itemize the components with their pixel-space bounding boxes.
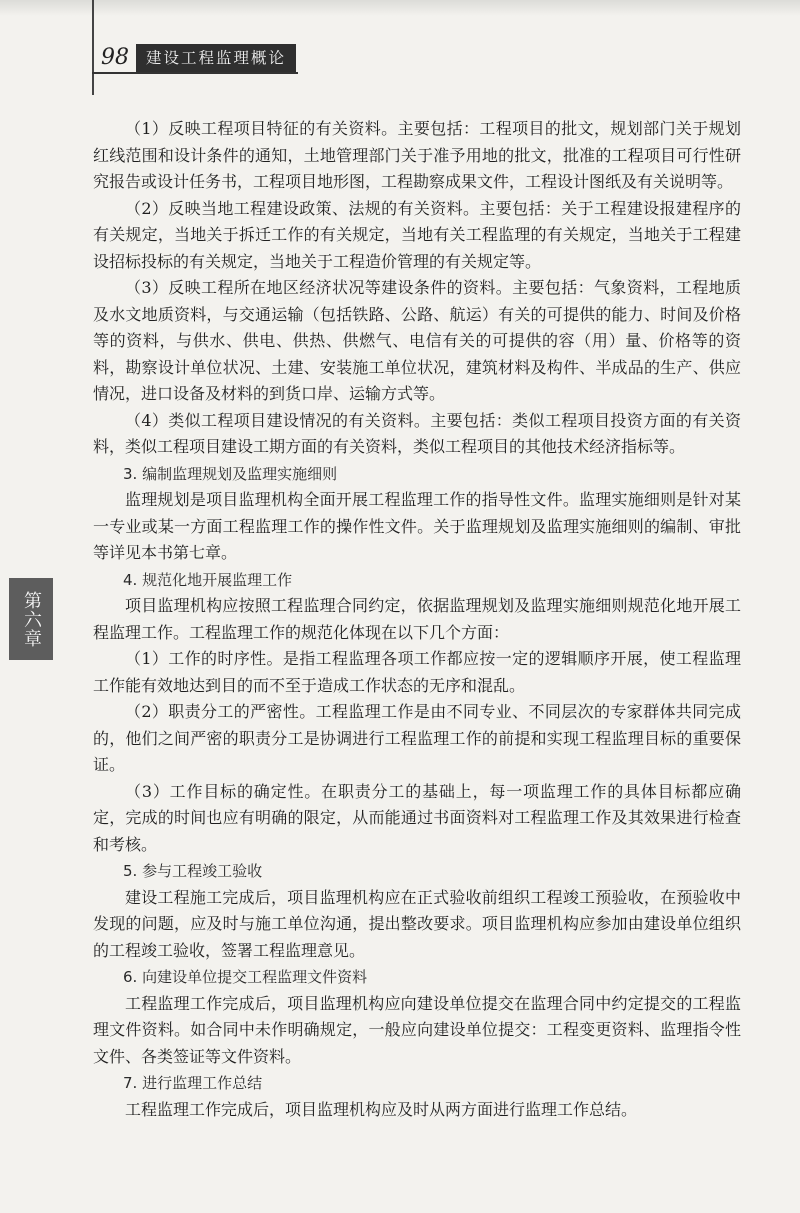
header-rule (92, 72, 298, 74)
chapter-side-tab: 第六章 (9, 578, 53, 660)
paragraph: （1）工作的时序性。是指工程监理各项工作都应按一定的逻辑顺序开展，使工程监理工作能有效地达到目的而不至于造成工作状态的无序和混乱。 (93, 649, 741, 695)
paragraph: （4）类似工程项目建设情况的有关资料。主要包括：类似工程项目投资方面的有关资料，类似工程项目建设工期方面的有关资料，类似工程项目的其他技术经济指标等。 (93, 410, 741, 456)
section-heading: 4. 规范化地开展监理工作 (123, 570, 293, 589)
section-heading: 7. 进行监理工作总结 (123, 1074, 263, 1092)
page-number: 98 (101, 45, 129, 70)
paragraph: 工程监理工作完成后，项目监理机构应及时从两方面进行监理工作总结。 (125, 1099, 638, 1119)
paragraph: （3）反映工程所在地区经济状况等建设条件的资料。主要包括：气象资料，工程地质及水文地质资料，与交通运输（包括铁路、公路、航运）有关的可提供的能力、时间及价格等的资料，与供水、供电、供热、供燃气、电信有关的可提供的容（用）量、价格等的资料，勘察设计单位状况、土建、安装施工单位状况，建筑材料及构件、半成品的生产、供应情况，进口设备及材料的到货口岸、运输方式等。 (93, 278, 741, 403)
paragraph: 建设工程施工完成后，项目监理机构应在正式验收前组织工程竣工预验收，在预验收中发现的问题，应及时与施工单位沟通，提出整改要求。项目监理机构应参加由建设单位组织的工程竣工验收，签署工程监理意见。 (93, 887, 741, 960)
book-title-banner: 建设工程监理概论 (136, 44, 296, 72)
page-body (93, 116, 741, 1123)
section-heading: 6. 向建设单位提交工程监理文件资料 (123, 968, 368, 986)
paragraph: （2）职责分工的严密性。工程监理工作是由不同专业、不同层次的专家群体共同完成的，他们之间严密的职责分工是协调进行工程监理工作的前提和实现工程监理目标的重要保证。 (93, 702, 741, 774)
section-heading: 3. 编制监理规划及监理实施细则 (123, 464, 338, 483)
section-heading: 5. 参与工程竣工验收 (123, 862, 263, 880)
paragraph: （3）工作目标的确定性。在职责分工的基础上，每一项监理工作的具体目标都应确定，完成的时间也应有明确的限定，从而能通过书面资料对工程监理工作及其效果进行检查和考核。 (93, 781, 741, 854)
page-top-shadow (0, 0, 800, 16)
paragraph: 项目监理机构应按照工程监理合同约定，依据监理规划及监理实施细则规范化地开展工程监理工作。工程监理工作的规范化体现在以下几个方面： (93, 596, 741, 642)
paragraph: 工程监理工作完成后，项目监理机构应向建设单位提交在监理合同中约定提交的工程监理文件资料。如合同中未作明确规定，一般应向建设单位提交：工程变更资料、监理指令性文件、各类签证等文件资料。 (93, 993, 741, 1066)
paragraph: （1）反映工程项目特征的有关资料。主要包括：工程项目的批文，规划部门关于规划红线范围和设计条件的通知，土地管理部门关于准予用地的批文，批准的工程项目可行性研究报告或设计任务书，工程项目地形图，工程勘察成果文件，工程设计图纸及有关说明等。 (93, 119, 741, 191)
paragraph: （2）反映当地工程建设政策、法规的有关资料。主要包括：关于工程建设报建程序的有关规定，当地关于拆迁工作的有关规定，当地有关工程监理的有关规定，当地关于工程建设招标投标的有关规定，当地关于工程造价管理的有关规定等。 (93, 198, 741, 271)
paragraph: 监理规划是项目监理机构全面开展工程监理工作的指导性文件。监理实施细则是针对某一专业或某一方面工程监理工作的操作性文件。关于监理规划及监理实施细则的编制、审批等详见本书第七章。 (93, 490, 741, 562)
header-margin-line (92, 0, 94, 95)
